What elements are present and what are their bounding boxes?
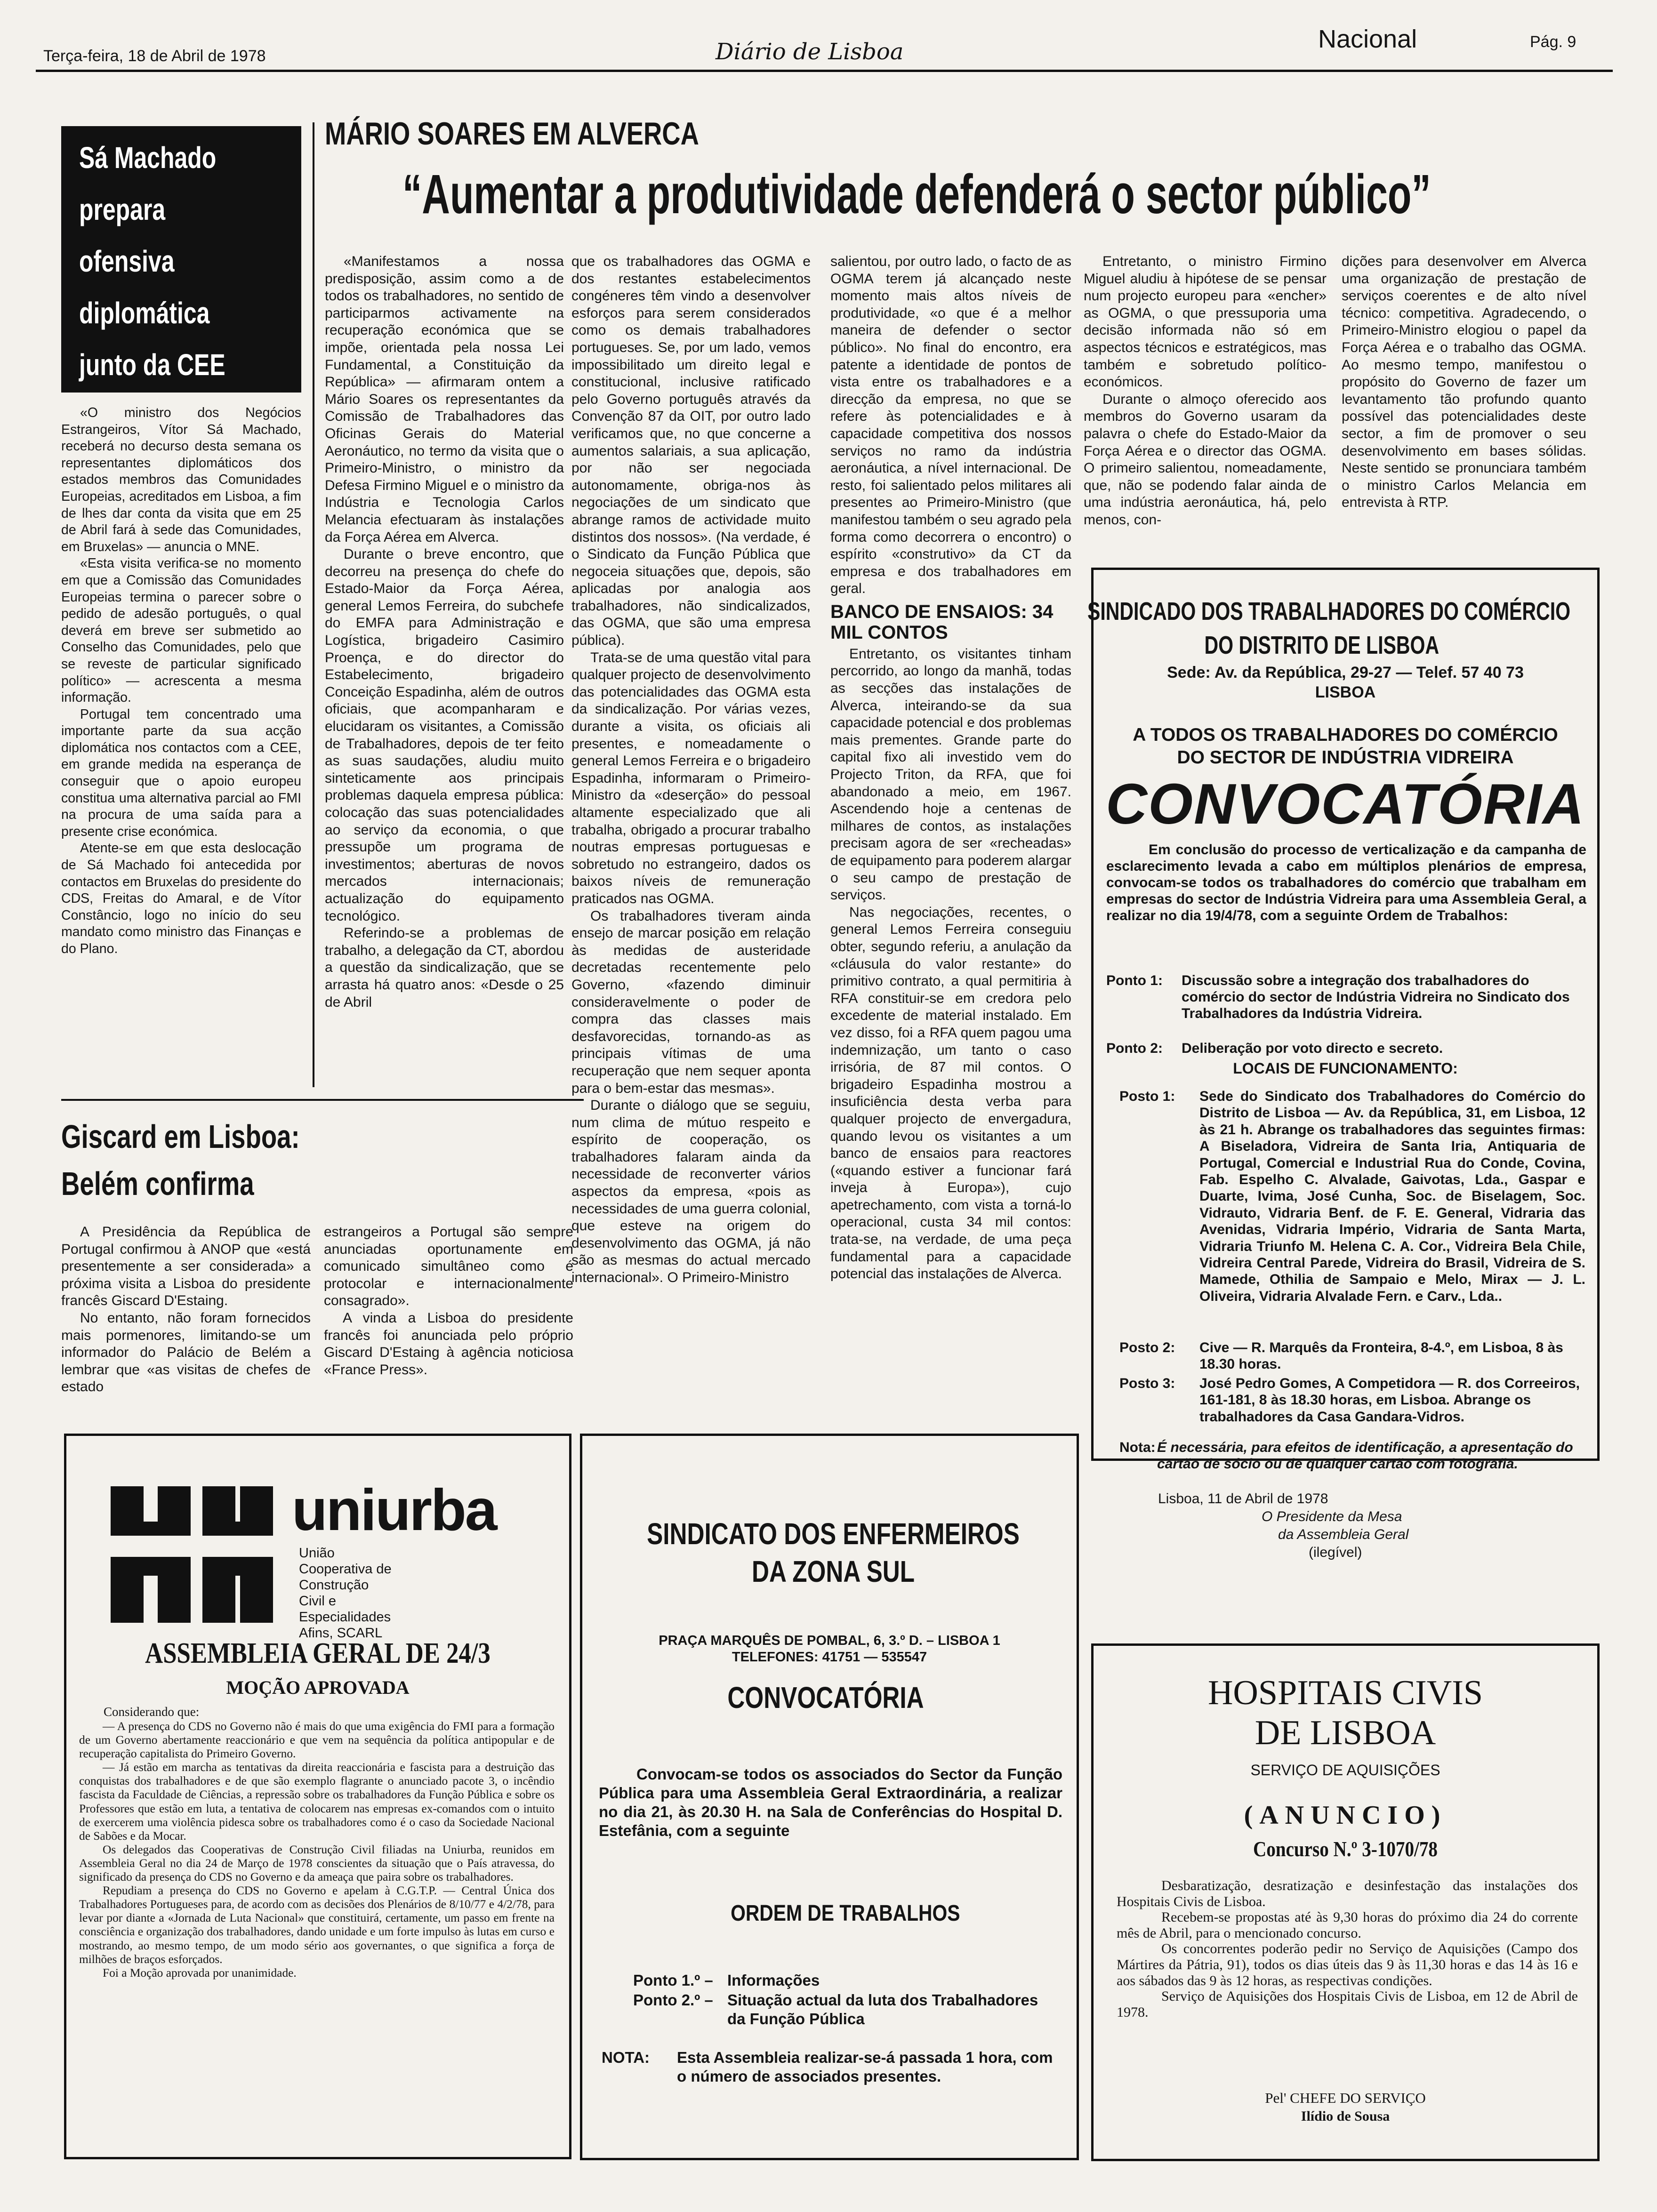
logo-block — [202, 1557, 273, 1576]
paragraph: salientou, por outro lado, o facto de as OGMA terem já alcançado neste momento mais altos níveis de produtividade, «o que é a melhor maneira de defender o sector público». No final do encontro, era patente a identidade de pontos de vista entre os trabalhadores e a direcção da empresa, no que se refere às potencialidades e à capacidade competitiva dos nossos serviços no ramo da indústria aeronáutica, a nível internacional. De resto, foi salientado pelos militares ali presentes ao Primeiro-Ministro (que manifestou também o seu agrado pela forma como decorrera o encontro) o espírito «construtivo» da CT da empresa e dos trabalhadores em geral. — [830, 254, 1071, 597]
soares-col-5 — [1342, 253, 1586, 512]
paragraph: A Presidência da República de Portugal confirmou à ANOP que «está presentemente a ser considerada» a próxima visita a Lisboa do presidente francês Giscard D'Estaing. — [61, 1224, 311, 1309]
sub-line: Afins, SCARL — [299, 1626, 383, 1641]
ponto-text: Discussão sobre a integração dos trabalhadores do comércio do sector de Indústria Vidreira no Sindicato dos Trabalhadores da Indústria Vidreira. — [1182, 973, 1570, 1021]
comercio-nota — [1119, 1439, 1595, 1473]
paragraph: Recebem-se propostas até às 9,30 horas do próximo dia 24 do corrente mês de Abril, para o mencionado concurso. — [1117, 1909, 1578, 1941]
sub-line: Cooperativa de — [299, 1562, 392, 1577]
comercio-title-2: DO DISTRITO DE LISBOA — [1204, 631, 1440, 659]
sub-line: Construção — [299, 1578, 369, 1593]
enfermeiros-body: Convocam-se todos os associados do Sector da Função Pública para uma Assembleia Geral Extraordinária, a realizar no dia 21, às 20.30 H. na Sala de Conferências do Hospital D. Estefânia, com a seguinte — [599, 1765, 1062, 1839]
masthead-date: Terça-feira, 18 de Abril de 1978 — [43, 47, 266, 65]
hospitais-anuncio: (ANUNCIO) — [1244, 1801, 1447, 1830]
sub-line: Especialidades — [299, 1610, 391, 1625]
masthead-section: Nacional — [1318, 25, 1417, 53]
soares-col-3 — [830, 253, 1071, 1283]
giscard-col-2 — [324, 1224, 573, 1378]
enfermeiros-title-2: DA ZONA SUL — [751, 1555, 915, 1588]
enfermeiros-title-1: SINDICATO DOS ENFERMEIROS — [647, 1517, 1020, 1551]
comercio-posto-2 — [1119, 1339, 1595, 1373]
posto-label: Posto 2: — [1119, 1340, 1175, 1355]
paragraph: Atente-se em que esta deslocação de Sá Machado foi antecedida por contactos em Bruxelas do presidente do CDS, Freitas do Amaral, e de Vítor Constâncio, logo no início do seu mandato como ministro das Finanças e do Plano. — [61, 841, 301, 956]
paragraph: que os trabalhadores das OGMA e dos restantes estabelecimentos congéneres têm vindo a desenvolver esforços para serem considerados como os demais trabalhadores portugueses. Se, por um lado, vemos impossibilitado um direito legal e constitucional, inclusive ratificado pelo Governo português através da Convenção 87 da OIT, por outro lado verificamos que, no que concerne a aumentos salariais, a sua aplicação, por não ser negociada autonomamente, obriga-nos às negociações de um sindicato que abrange ramos de actividade muito distintos dos nossos». (Na verdade, é o Sindicato da Função Pública que negoceia situações que, depois, são aplicadas por analogia aos trabalhadores, não sindicalizados, das OGMA, que são uma empresa pública). — [571, 254, 811, 649]
paragraph: «Esta visita verifica-se no momento em que a Comissão das Comunidades Europeias termina o parecer sobre o pedido de adesão português, o qual deverá em breve ser submetido ao Conselho das Comunidades, pelo que se reveste de particular significado político» — acrescenta a mesma informação. — [61, 556, 301, 705]
giscard-headline-1: Giscard em Lisboa: — [61, 1118, 300, 1155]
logo-block — [202, 1522, 273, 1536]
column-rule — [313, 122, 314, 1087]
comercio-ponto-2 — [1106, 1040, 1591, 1057]
hospitais-sign-2: Ilídio de Sousa — [1301, 2108, 1390, 2124]
masthead-rule — [36, 70, 1613, 72]
paragraph: Durante o diálogo que se seguiu, num clima de mútuo respeito e espírito de cooperação, os trabalhadores falaram ainda da necessidade de reconverter vários aspectos da empresa, «pois as necessidades de uma guerra colonial, que esteve na origem do desenvolvimento das OGMA, já não são as mesmas do actual mercado internacional». O Primeiro-Ministro — [571, 1098, 811, 1286]
posto-text: Cive — R. Marquês da Fronteira, 8-4.º, em Lisboa, 8 às 18.30 horas. — [1199, 1340, 1563, 1372]
paragraph: Os trabalhadores tiveram ainda ensejo de marcar posição em relação às medidas de austeridade decretadas recentemente pelo Governo, «fazendo diminuir consideravelmente o poder de compra das classes mais desfavorecidas, tornando-as as principais vítimas de uma recuperação que nem sequer aponta para o bem-estar das mesmas». — [571, 908, 811, 1096]
uniurba-name: uniurba — [292, 1478, 496, 1543]
comercio-intro: Em conclusão do processo de verticalização e da campanha de esclarecimento levada a cabo em múltiplos plenários de empresa, convocam-se todos os trabalhadores do comércio que trabalham em empresas do sector de Indústria Vidreira para uma Assembleia Geral, a realizar no dia 19/4/78, com a seguinte Ordem de Trabalhos: — [1106, 842, 1586, 923]
enfermeiros-ponto-1 — [633, 1971, 1057, 1990]
paragraph: Repudiam a presença do CDS no Governo e apelam à C.G.T.P. — Central Única dos Trabalhadores Portugueses para, de acordo com as decisões dos Plenários de 8/10/77 e 4/2/78, para levar por diante a «Jornada de Luta Nacional» que constituirá, certamente, um passo em frente na consciência e organização dos trabalhadores, dando unidade e um forte impulso às lutas em curso e mostrando, ao mesmo tempo, de um modo sério aos governantes, o que significa a força de milhões de braços esforçados. — [79, 1884, 555, 1966]
enfermeiros-address: PRAÇA MARQUÊS DE POMBAL, 6, 3.º D. – LISBOA 1 — [659, 1633, 1000, 1648]
uniurba-considerando: Considerando que: — [104, 1705, 200, 1719]
sa-machado-body — [61, 405, 301, 958]
paragraph: dições para desenvolver em Alverca uma organização de prestação de serviços coerentes e de alto nível técnico: competitiva. Agradecendo, o Primeiro-Ministro elogiou o papel da Força Aérea e o trabalho das OGMA. Ao mesmo tempo, manifestou o propósito do Governo de fazer um levantamento tão profundo quanto possível das potencialidades deste sector, a fim de promover o seu desenvolvimento em bases sólidas. Neste sentido se pronunciara também o ministro Carlos Melancia em entrevista à RTP. — [1342, 254, 1586, 511]
paragraph: Durante o almoço oferecido aos membros do Governo usaram da palavra o chefe do Estado-Maior da Força Aérea e o director das OGMA. O primeiro salientou, nomeadamente, que, não se podendo falar ainda de uma indústria aeronáutica, há, pelo menos, con- — [1084, 391, 1327, 528]
sa-machado-headline — [79, 132, 300, 391]
paragraph: Portugal tem concentrado uma importante parte da sua acção diplomática nos contactos com a CEE, em grande medida na esperança de conseguir que o apoio europeu constitua uma alternativa parcial ao FMI na procura de uma saída para a presente crise económica. — [61, 706, 301, 839]
giscard-top-rule — [61, 1099, 584, 1101]
hospitais-title-1: HOSPITAIS CIVIS — [1207, 1674, 1483, 1712]
paragraph: estrangeiros a Portugal são sempre anunciadas oportunamente em comunicado simultâneo como é protocolar e internacionalmente consagrado». — [324, 1224, 573, 1309]
paragraph: Serviço de Aquisições dos Hospitais Civis de Lisboa, em 12 de Abril de 1978. — [1117, 1988, 1578, 2020]
paragraph: «O ministro dos Negócios Estrangeiros, Vítor Sá Machado, receberá no decurso desta semana os representantes diplomáticos dos estados membros das Comunidades Europeias, acreditados em Lisboa, a fim de lhes dar conta da visita que em 25 de Abril fará à sede das Comunidades, em Bruxelas» — anuncia o MNE. — [61, 405, 301, 554]
comercio-title-1: SINDICADO DOS TRABALHADORES DO COMÉRCIO — [1087, 597, 1571, 625]
ponto-label: Ponto 1: — [1106, 973, 1163, 988]
headline-line: junto da CEE — [79, 348, 225, 382]
uniurba-logo — [111, 1486, 273, 1623]
comercio-sign-2: da Assembleia Geral — [1278, 1527, 1409, 1542]
uniurba-mocao: MOÇÃO APROVADA — [226, 1677, 410, 1698]
comercio-posto-3 — [1119, 1375, 1595, 1425]
hospitais-servico: SERVIÇO DE AQUISIÇÕES — [1250, 1762, 1440, 1779]
paragraph: Trata-se de uma questão vital para qualquer projecto de desenvolvimento das potencialidades das OGMA esta da sindicalização. Por várias vezes, durante a visita, os oficiais ali presentes, e nomeadamente o general Lemos Ferreira e o brigadeiro Espadinha, informaram o Primeiro-Ministro da «deserção» do pessoal altamente especializado que ali trabalha, obrigado a procurar trabalho noutras empresas portuguesas e sobretudo no estrangeiro, dados os baixos níveis de remuneração praticados nas OGMA. — [571, 649, 811, 906]
hospitais-text — [1117, 1878, 1578, 2020]
paragraph: Referindo-se a problemas de trabalho, a delegação da CT, abordou a questão da sindicalização, que se arrasta há quatro anos: «Desde o 25 de Abril — [325, 925, 564, 1010]
logo-block — [111, 1522, 191, 1536]
soares-col-4 — [1084, 253, 1327, 529]
paragraph: — Já estão em marcha as tentativas da direita reaccionária e fascista para a destruição das conquistas dos trabalhadores e de que são exemplo flagrante o anunciado pacote 3, o incêndio fascista da Faculdade de Ciências, a repressão sobre os trabalhadores da Função Pública e sobre os Professores que estão em luta, a tentativa de colocarem nas empresas ex-comandos com o intuito de exercerem uma violência pidesca sobre os trabalhadores como é o caso da Sociedade Nacional de Sabões e da Mocar. — [79, 1761, 555, 1843]
enfermeiros-nota — [602, 2048, 1068, 2086]
paragraph: Os concorrentes poderão pedir no Serviço de Aquisições (Campo dos Mártires da Pátria, 91), todos os dias úteis das 9 às 11,30 horas e das 14 às 16 e aos sábados das 9 às 12 horas, as respectivas condições. — [1117, 1941, 1578, 1988]
ponto-text: Deliberação por voto directo e secreto. — [1182, 1041, 1443, 1056]
uniurba-text — [79, 1720, 555, 1980]
paragraph: A vinda a Lisboa do presidente francês foi anunciada pelo próprio Giscard D'Estaing à agência noticiosa «France Press». — [324, 1310, 573, 1378]
sub-line: União — [299, 1546, 335, 1561]
soares-headline: “Aumentar a produtividade defenderá o sector público” — [402, 163, 1431, 225]
paragraph: No entanto, não foram fornecidos mais pormenores, limitando-se um informador do Palácio de Belém a lembrar que «as visitas de chefes de estado — [61, 1310, 311, 1395]
comercio-posto-1 — [1119, 1088, 1595, 1305]
enfermeiros-ponto-2 — [633, 1991, 1057, 2028]
comercio-to-2: DO SECTOR DE INDÚSTRIA VIDREIRA — [1177, 747, 1514, 768]
hospitais-concurso: Concurso N.º 3-1070/78 — [1253, 1837, 1438, 1861]
paragraph: Entretanto, os visitantes tinham percorrido, ao longo da manhã, todas as secções das instalações de Alverca, inteirando-se da sua capacidade potencial e dos problemas mais prementes. Grande parte do capital fixo ali investido vem do Projecto Triton, da RFA, que foi abandonado a meio, em 1967. Ascendendo hoje a centenas de milhares de contos, as instalações precisam agora de ser «recheadas» de equipamento para poderem alargar o seu campo de prestação de serviços. — [830, 646, 1072, 903]
comercio-to-1: A TODOS OS TRABALHADORES DO COMÉRCIO — [1133, 725, 1558, 745]
paragraph: Foi a Moção aprovada por unanimidade. — [103, 1966, 297, 1980]
enfermeiros-ordem: ORDEM DE TRABALHOS — [731, 1901, 960, 1926]
enfermeiros-convocatoria: CONVOCATÓRIA — [727, 1681, 924, 1715]
paragraph: Desbaratização, desratização e desinfestação das instalações dos Hospitais Civis de Lisboa. — [1117, 1878, 1578, 1909]
comercio-date: Lisboa, 11 de Abril de 1978 — [1158, 1491, 1328, 1507]
comercio-city: LISBOA — [1315, 683, 1376, 701]
uniurba-title: ASSEMBLEIA GERAL DE 24/3 — [145, 1637, 491, 1669]
masthead-paper: Diário de Lisboa — [716, 39, 904, 65]
posto-text: José Pedro Gomes, A Competidora — R. dos Correeiros, 161-181, 8 às 18.30 horas, em Lisboa. Abrange os trabalhadores da Casa Gandara-Vidros. — [1199, 1376, 1580, 1425]
sub-line: Civil e — [299, 1594, 336, 1609]
comercio-sign-3: (ilegível) — [1309, 1545, 1362, 1560]
headline-line: diplomática — [79, 296, 210, 330]
ponto-text: Informações — [727, 1972, 820, 1989]
paragraph: Entretanto, o ministro Firmino Miguel aludiu à hipótese de se pensar num projecto europeu para «encher» as OGMA, o que pressuporia uma decisão informada não só em aspectos técnicos e estratégicos, mas também e sobretudo político-económicos. — [1084, 254, 1327, 390]
comercio-ponto-1 — [1106, 972, 1591, 1022]
posto-label: Posto 1: — [1119, 1089, 1175, 1104]
giscard-col-1 — [61, 1224, 311, 1396]
nota-text: Esta Assembleia realizar-se-á passada 1 hora, com o número de associados presentes. — [677, 2049, 1053, 2085]
soares-col-2 — [571, 253, 811, 1287]
comercio-locais: LOCAIS DE FUNCIONAMENTO: — [1233, 1060, 1458, 1077]
nota-text: É necessária, para efeitos de identificação, a apresentação do cartão de sócio ou de qualquer cartão com fotografia. — [1157, 1440, 1573, 1472]
headline-line: prepara — [79, 192, 166, 226]
ponto-label: Ponto 2: — [1106, 1041, 1163, 1056]
uniurba-subtitle — [299, 1545, 392, 1641]
hospitais-sign-1: Pel' CHEFE DO SERVIÇO — [1265, 2090, 1426, 2106]
posto-text: Sede do Sindicato dos Trabalhadores do Comércio do Distrito de Lisboa — Av. da República, 31, em Lisboa, 12 às 21 h. Abrange os trabalhadores das seguintes firmas: A Biseladora, Vidreira de Santa Iria, Antiquaria de Portugal, Comercial e Industrial Rua do Conde, Covina, Fab. Espelho C. Alvalade, Gaivotas, Lda., Gaspar e Duarte, Ivima, José Cunha, Soc. de Biselagem, Soc. Vidrauto, Vidraria Benf. de F. E. General, Vidraria das Avenidas, Vidraria Império, Vidraria de Santa Marta, Vidraria Triunfo M. Helena C. A. Cor., Vidreira Bela Chile, Vidreira Central Parede, Vidreira do Brasil, Vidreira de S. Mamede, Othilia de Sampaio e Melo, Mirax — J. L. Oliveira, Vidraria Alvalade Fern. e Carv., Lda.. — [1199, 1089, 1585, 1304]
comercio-convocatoria: CONVOCATÓRIA — [1105, 772, 1585, 836]
hospitais-title-2: DE LISBOA — [1255, 1714, 1436, 1752]
nota-label: Nota: — [1119, 1440, 1156, 1455]
comercio-address: Sede: Av. da República, 29-27 — Telef. 57 40 73 — [1167, 664, 1524, 681]
soares-kicker: MÁRIO SOARES EM ALVERCA — [325, 116, 699, 152]
comercio-sign-1: O Presidente da Mesa — [1262, 1509, 1402, 1524]
headline-line: Sá Machado — [79, 141, 217, 175]
giscard-headline-2: Belém confirma — [61, 1165, 254, 1202]
soares-subhead: BANCO DE ENSAIOS: 34 MIL CONTOS — [830, 601, 1054, 643]
ponto-label: Ponto 1.º – — [633, 1972, 713, 1989]
paragraph: «Manifestamos a nossa predisposição, assim como a de todos os trabalhadores, no sentido de participarmos activamente na recuperação económica que se impõe, orientada pela nossa Lei Fundamental, a Constituição da República» — afirmaram ontem a Mário Soares os representantes da Comissão de Trabalhadores das Oficinas Gerais do Material Aeronáutico, no termo da visita que o Primeiro-Ministro, o ministro da Defesa Firmino Miguel e o ministro da Indústria e Tecnologia Carlos Melancia efectuaram às instalações da Força Aérea em Alverca. — [325, 254, 564, 545]
paragraph: Durante o breve encontro, que decorreu na presença do chefe do Estado-Maior da Força Aérea, general Lemos Ferreira, do subchefe do EMFA para Administração e Logística, brigadeiro Casimiro Proença, e do director do Estabelecimento, brigadeiro Conceição Espadinha, além de outros oficiais, que acompanharam e elucidaram os visitantes, a Comissão de Trabalhadores, depois de ter feito as suas saudações, aludiu muito sinteticamente aos principais problemas daquela empresa pública: colocação das suas potencialidades ao serviço da economia, o que pressupõe um programa de investimentos; aberturas de novos mercados internacionais; actualização do equipamento tecnológico. — [325, 546, 564, 924]
logo-block — [111, 1557, 191, 1576]
paragraph: — A presença do CDS no Governo não é mais do que uma exigência do FMI para a formação de um Governo abertamente reaccionário e que vem na sequência da política antipopular e de recuperação capitalista do Primeiro Governo. — [79, 1720, 555, 1761]
ponto-text: Situação actual da luta dos Trabalhadores da Função Pública — [727, 1991, 1038, 2028]
nota-label: NOTA: — [602, 2049, 650, 2066]
headline-line: ofensiva — [79, 244, 175, 278]
soares-col-1 — [325, 253, 564, 1011]
paragraph: Nas negociações, recentes, o general Lemos Ferreira conseguiu obter, segundo referiu, a anulação da «cláusula do valor restante» do primitivo contrato, a qual permitiria à RFA constituir-se em credora pelo excedente de material instalado. Em vez disso, foi a RFA quem pagou uma indemnização, um tanto o caso irrisória, de 87 mil contos. O brigadeiro Espadinha mostrou a insuficiência desta verba para qualquer projecto de envergadura, quando levou os visitantes a um banco de ensaios para reactores («quando estiver a funcionar fará inveja à Europa»), cujo apetrechamento, com vista a torná-lo operacional, custa 34 mil contos: trata-se, na verdade, de uma peça fundamental para a capacidade potencial das instalações de Alverca. — [830, 904, 1071, 1282]
enfermeiros-phones: TELEFONES: 41751 — 535547 — [732, 1650, 927, 1665]
ponto-label: Ponto 2.º – — [633, 1991, 713, 2009]
posto-label: Posto 3: — [1119, 1376, 1175, 1391]
masthead-page: Pág. 9 — [1530, 33, 1577, 51]
paragraph: Os delegados das Cooperativas de Construção Civil filiadas na Uniurba, reunidos em Assembleia Geral no dia 24 de Março de 1978 conscientes da situação que o País atravessa, do significado da presença do CDS no Governo e da ameaça que paira sobre os trabalhadores. — [79, 1843, 555, 1884]
